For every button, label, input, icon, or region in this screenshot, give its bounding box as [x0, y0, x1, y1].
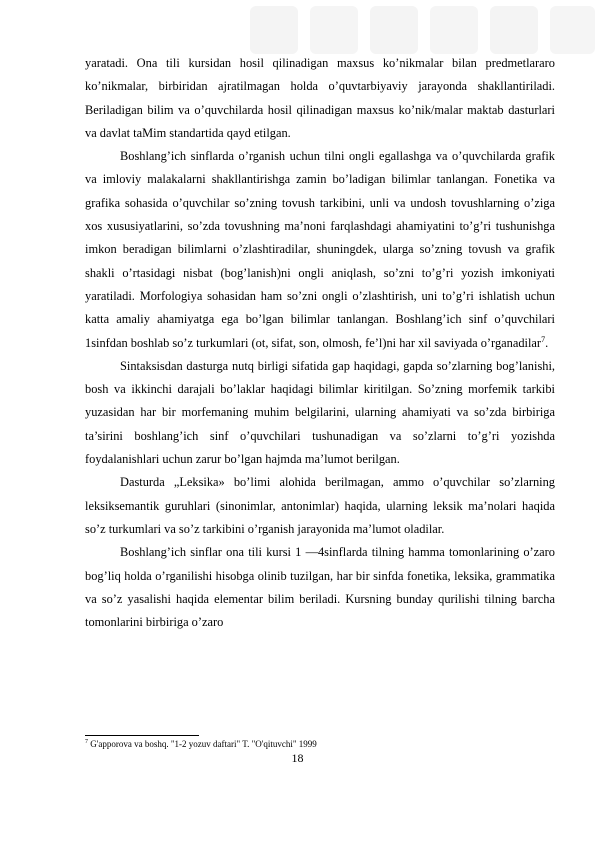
- paragraph-1: yaratadi. Ona tili kursidan hosil qilinadigan maxsus ko’nikmalar bilan predmetlararo ko’nikmalar, birbiridan ajratilmagan holda o’quvtarbiyaviy jarayonda shakllantiriladi. Beriladigan bilim va o’quvchilarda hosil qilinadigan maxsus ko’nik/malar maktab dasturlari va davlat taMim standartida qayd etilgan.: [85, 56, 555, 140]
- footnote-divider: [85, 735, 199, 736]
- page-number: 18: [291, 751, 304, 765]
- footnote: $^7$ G'apporova va boshq. "1-2 yozuv daftari" T. "O'qituvchi" 1999: [85, 739, 317, 749]
- paragraph-4: Dasturda „Leksika» bo’limi alohida berilmagan, ammo o’quvchilar so’zlarning leksiksemantik guruhlari (sinonimlar, antonimlar) haqida, ularning leksik ma’nolari haqida so’z turkumlari va so’z tarkibini o’rganish jarayonida ma’lumot oladilar.: [85, 475, 555, 536]
- paragraph-2: Boshlang’ich sinflarda o’rganish uchun tilni ongli egallashga va o’quvchilarda grafik va imloviy malakalarni shakllantirishga zamin bo’ladigan bilimlar tanlangan. Fonetika va grafika sohasida o’quvchilar so’zning tovush tarkibini, unli va undosh tovushlarning o’ziga xos xususiyatlarini, so’zda tovushning ma’noni farqlashdagi ahamiyatini to’g’ri tushunishga imkon beradigan bilimlarni o’zlashtiradilar, shuningdek, ularga so’zning tovush va grafik shakli o’rtasidagi nisbat (bog’lanish)ni ongli aniqlash, so’zni to’g’ri yozish imkoniyati yaratiladi. Morfologiya sohasidan ham so’zni ongli o’zlashtirish, uni to’g’ri ishlatish uchun katta amaliy ahamiyatga ega bo’lgan bilimlar tanlangan. Boshlang’ich sinf o’quvchilari 1sinfdan boshlab so’z turkumlari (ot, sifat, son, olmosh, fe’l)ni har xil saviyada o’rganadilar$^7$.: [85, 149, 555, 350]
- document-body: [85, 52, 555, 634]
- footnote-ref[interactable]: 7: [541, 334, 546, 344]
- paragraph-3: Sintaksisdan dasturga nutq birligi sifatida gap haqidagi, gapda so’zlarning bog’lanishi, bosh va ikkinchi darajali bo’laklar haqidagi bilimlar kiritilgan. So’zning morfemik tarkibi yuzasidan har bir morfemaning muhim belgilarini, ularning ahamiyati va so’zda birbiriga ta’sirini boshlang’ich sinf o’quvchilari tushunadigan va so’zlarni to’g’ri yozishda foydalanishlari uchun zarur bo’lgan hajmda ma’lumot berilgan.: [85, 358, 555, 467]
- watermark-shapes: [250, 0, 595, 60]
- paragraph-5: Boshlang’ich sinflar ona tili kursi 1 —4sinflarda tilning hamma tomonlarining o’zaro bog’liq holda o’rganilishi hisobga olinib tuzilgan, har bir sinfda fonetika, leksika, grammatika va so’z yasalishi haqida elementar bilim beriladi. Kursning bunday qurilishi tilning barcha tomonlarini birbiriga o’zaro: [85, 545, 555, 630]
